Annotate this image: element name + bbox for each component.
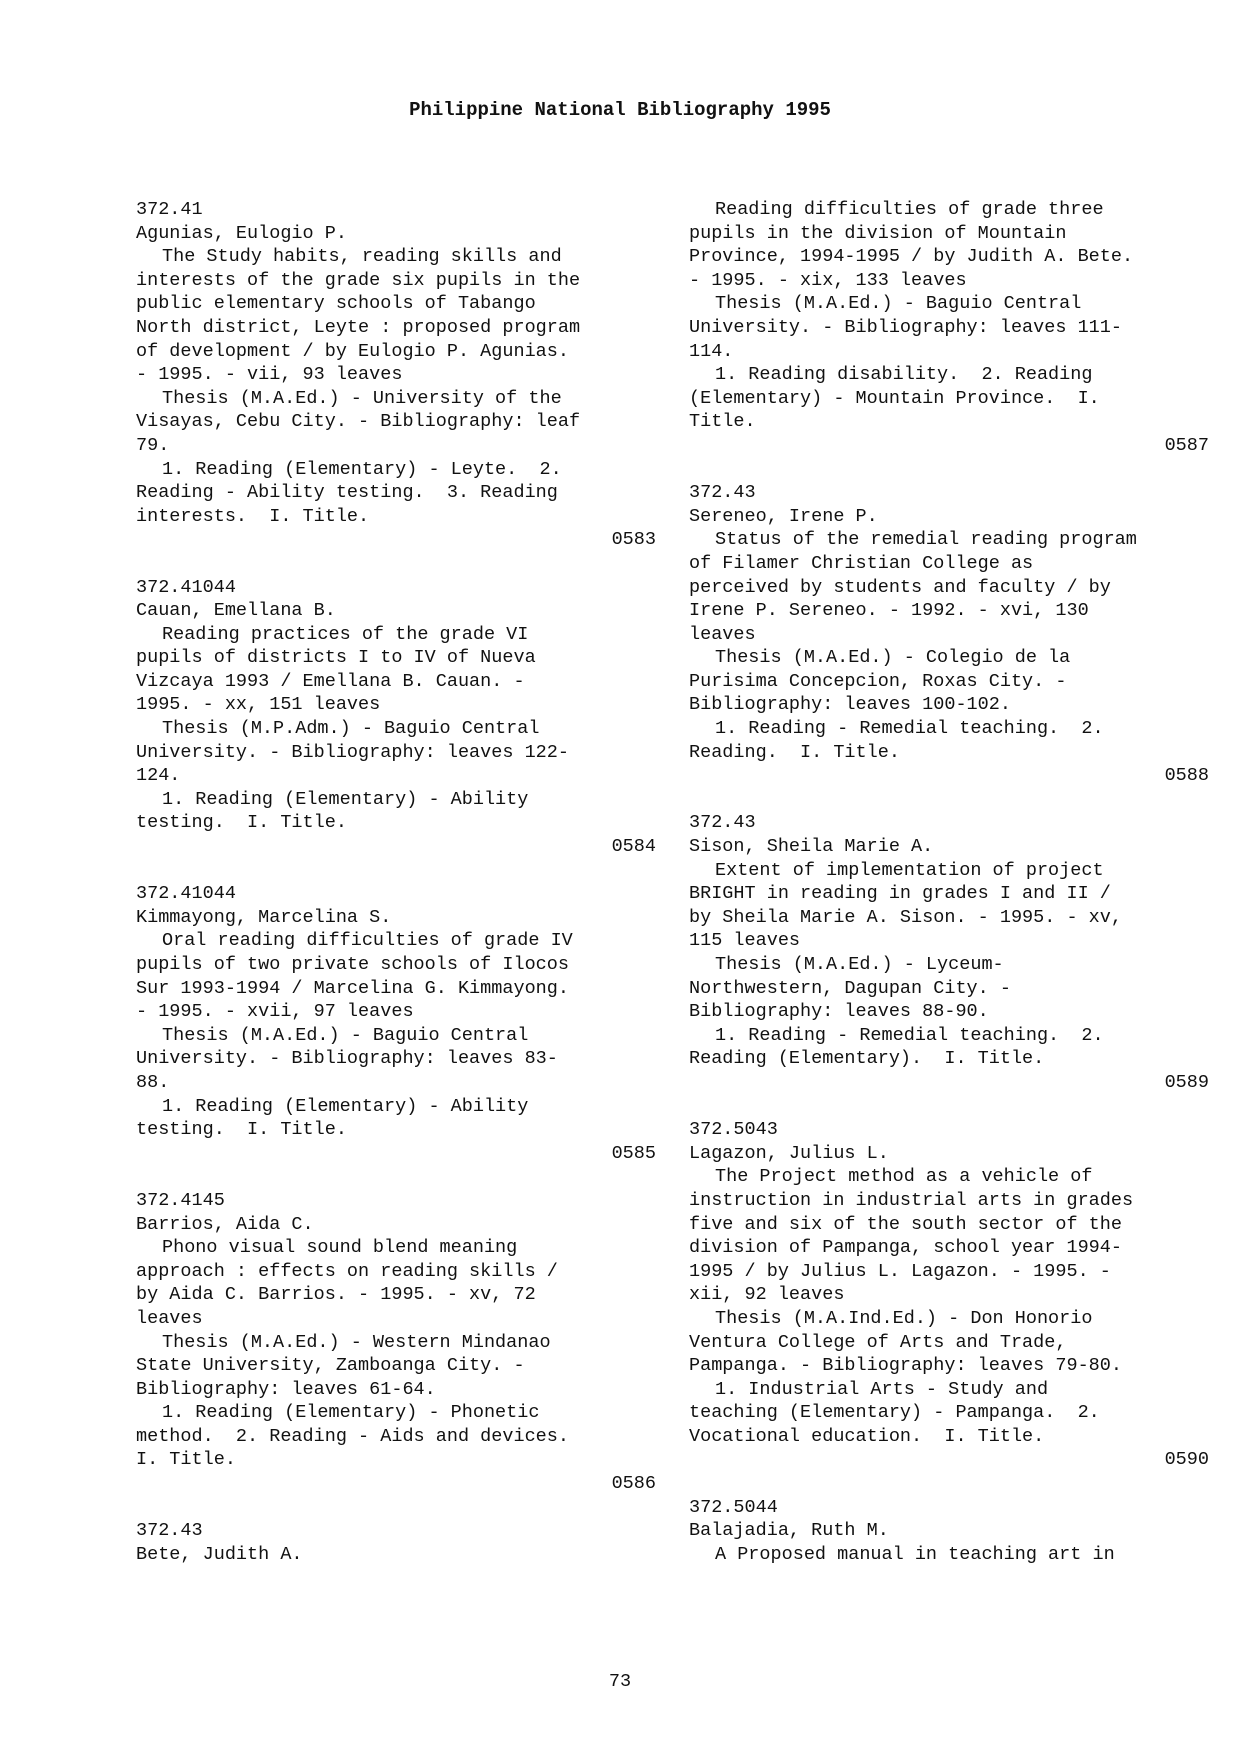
- call-number: 372.43: [689, 482, 756, 504]
- title-line: xii, 92 leaves: [689, 1284, 845, 1306]
- title-line: pupils in the division of Mountain: [689, 222, 1067, 244]
- bib-entry: [136, 1519, 656, 1566]
- note-line: Ventura College of Arts and Trade,: [689, 1331, 1067, 1353]
- title-line: 1995 / by Julius L. Lagazon. - 1995. -: [689, 1260, 1111, 1282]
- call-number: 372.43: [689, 812, 756, 834]
- note-line: Thesis (M.P.Adm.) - Baguio Central: [162, 718, 540, 740]
- subject-line: 1. Reading - Remedial teaching. 2.: [715, 718, 1104, 740]
- author: Balajadia, Ruth M.: [689, 1520, 889, 1542]
- record-number: 0588: [1164, 765, 1209, 787]
- right-column: [689, 198, 1209, 1590]
- author: Lagazon, Julius L.: [689, 1142, 889, 1164]
- title-line: of Filamer Christian College as: [689, 552, 1034, 574]
- subject-line: method. 2. Reading - Aids and devices.: [136, 1425, 569, 1447]
- subject-line: Vocational education. I. Title.: [689, 1425, 1045, 1447]
- record-number: 0585: [611, 1142, 656, 1164]
- note-line: Thesis (M.A.Ind.Ed.) - Don Honorio: [715, 1307, 1093, 1329]
- title-line: Status of the remedial reading program: [715, 529, 1137, 551]
- note-line: 114.: [689, 340, 734, 362]
- title-line: pupils of districts I to IV of Nueva: [136, 647, 536, 669]
- page-title: Philippine National Bibliography 1995: [409, 99, 831, 121]
- bib-entry: [689, 1118, 1209, 1472]
- title-line: leaves: [689, 623, 756, 645]
- author: Sison, Sheila Marie A.: [689, 836, 934, 858]
- author: Bete, Judith A.: [136, 1543, 303, 1565]
- bib-entry: [136, 882, 656, 1165]
- note-line: University. - Bibliography: leaves 122-: [136, 741, 569, 763]
- title-line: 1995. - xx, 151 leaves: [136, 694, 381, 716]
- title-line: The Project method as a vehicle of: [715, 1166, 1093, 1188]
- title-line: public elementary schools of Tabango: [136, 293, 536, 315]
- subject-line: 1. Industrial Arts - Study and: [715, 1378, 1049, 1400]
- call-number: 372.5043: [689, 1119, 778, 1141]
- subject-line: testing. I. Title.: [136, 1119, 347, 1141]
- title-line: 115 leaves: [689, 930, 801, 952]
- subject-line: 1. Reading - Remedial teaching. 2.: [715, 1024, 1104, 1046]
- bib-entry: [689, 811, 1209, 1094]
- title-line: pupils of two private schools of Ilocos: [136, 954, 569, 975]
- title-line: by Aida C. Barrios. - 1995. - xv, 72: [136, 1284, 536, 1306]
- title-line: perceived by students and faculty / by: [689, 576, 1111, 598]
- title-line: Irene P. Sereneo. - 1992. - xvi, 130: [689, 600, 1089, 622]
- subject-line: Reading. I. Title.: [689, 741, 900, 763]
- subject-line: (Elementary) - Mountain Province. I.: [689, 387, 1100, 409]
- subject-line: Title.: [689, 411, 756, 433]
- note-line: Northwestern, Dagupan City. -: [689, 977, 1011, 999]
- call-number: 372.43: [136, 1520, 203, 1542]
- record-number: 0587: [1164, 434, 1209, 456]
- note-line: Thesis (M.A.Ed.) - Western Mindanao: [162, 1331, 551, 1353]
- bib-entry: [689, 1496, 1209, 1567]
- note-line: Thesis (M.A.Ed.) - University of the: [162, 387, 562, 409]
- note-line: Pampanga. - Bibliography: leaves 79-80.: [689, 1355, 1122, 1377]
- title-line: interests of the grade six pupils in the: [136, 269, 581, 291]
- title-line: Sur 1993-1994 / Marcelina G. Kimmayong.: [136, 977, 569, 999]
- title-line: The Study habits, reading skills and: [162, 246, 562, 268]
- title-line: division of Pampanga, school year 1994-: [689, 1237, 1122, 1259]
- record-number: 0589: [1164, 1071, 1209, 1093]
- note-line: Bibliography: leaves 88-90.: [689, 1001, 989, 1023]
- author: Barrios, Aida C.: [136, 1213, 314, 1235]
- title-line: of development / by Eulogio P. Agunias.: [136, 340, 569, 362]
- author: Cauan, Emellana B.: [136, 600, 336, 622]
- left-column: [136, 198, 656, 1590]
- bib-entry: [136, 576, 656, 859]
- record-number: 0586: [611, 1473, 656, 1495]
- note-line: 124.: [136, 765, 181, 787]
- record-number: 0584: [611, 836, 656, 858]
- note-line: 88.: [136, 1071, 170, 1093]
- call-number: 372.5044: [689, 1496, 778, 1518]
- title-line: leaves: [136, 1307, 203, 1329]
- title-line: - 1995. - xix, 133 leaves: [689, 269, 967, 291]
- record-number: 0590: [1164, 1449, 1209, 1471]
- subject-line: 1. Reading (Elementary) - Phonetic: [162, 1402, 540, 1424]
- title-line: A Proposed manual in teaching art in: [715, 1543, 1115, 1565]
- title-line: BRIGHT in reading in grades I and II /: [689, 883, 1111, 905]
- subject-line: teaching (Elementary) - Pampanga. 2.: [689, 1402, 1100, 1424]
- call-number: 372.4145: [136, 1189, 225, 1211]
- title-line: Oral reading difficulties of grade IV: [162, 930, 573, 952]
- title-line: Reading practices of the grade VI: [162, 623, 529, 645]
- title-line: North district, Leyte : proposed program: [136, 316, 581, 338]
- note-line: Thesis (M.A.Ed.) - Baguio Central: [162, 1024, 529, 1046]
- author: Kimmayong, Marcelina S.: [136, 906, 392, 928]
- title-line: Phono visual sound blend meaning: [162, 1237, 518, 1259]
- title-line: five and six of the south sector of the: [689, 1213, 1122, 1235]
- bib-entry: [689, 481, 1209, 788]
- author: Sereneo, Irene P.: [689, 505, 878, 527]
- note-line: Visayas, Cebu City. - Bibliography: leaf: [136, 411, 581, 433]
- title-line: approach : effects on reading skills /: [136, 1260, 558, 1282]
- author: Agunias, Eulogio P.: [136, 222, 347, 244]
- subject-line: 1. Reading (Elementary) - Ability: [162, 1095, 529, 1117]
- record-number: 0583: [611, 529, 656, 551]
- subject-line: I. Title.: [136, 1449, 236, 1471]
- bib-entry: [689, 198, 1209, 458]
- note-line: Thesis (M.A.Ed.) - Lyceum-: [715, 954, 1004, 975]
- bib-entry: [136, 1189, 656, 1496]
- title-line: Extent of implementation of project: [715, 859, 1104, 881]
- bib-entry: [136, 198, 656, 552]
- note-line: University. - Bibliography: leaves 111-: [689, 316, 1122, 338]
- subject-line: 1. Reading (Elementary) - Ability: [162, 788, 529, 810]
- note-line: Thesis (M.A.Ed.) - Colegio de la: [715, 647, 1071, 669]
- note-line: Thesis (M.A.Ed.) - Baguio Central: [715, 293, 1082, 315]
- subject-line: Reading - Ability testing. 3. Reading: [136, 482, 558, 504]
- page-number: 73: [608, 1671, 632, 1692]
- subject-line: interests. I. Title.: [136, 505, 370, 527]
- note-line: Bibliography: leaves 100-102.: [689, 694, 1011, 716]
- title-line: instruction in industrial arts in grades: [689, 1189, 1134, 1211]
- subject-line: 1. Reading disability. 2. Reading: [715, 364, 1093, 386]
- note-line: Bibliography: leaves 61-64.: [136, 1378, 436, 1400]
- subject-line: 1. Reading (Elementary) - Leyte. 2.: [162, 458, 562, 480]
- title-line: Reading difficulties of grade three: [715, 199, 1104, 220]
- note-line: Purisima Concepcion, Roxas City. -: [689, 670, 1067, 692]
- title-line: Vizcaya 1993 / Emellana B. Cauan. -: [136, 670, 525, 692]
- call-number: 372.41: [136, 199, 203, 220]
- call-number: 372.41044: [136, 883, 236, 905]
- call-number: 372.41044: [136, 576, 236, 598]
- title-line: Province, 1994-1995 / by Judith A. Bete.: [689, 246, 1134, 268]
- note-line: State University, Zamboanga City. -: [136, 1355, 525, 1377]
- title-line: - 1995. - vii, 93 leaves: [136, 364, 403, 386]
- subject-line: Reading (Elementary). I. Title.: [689, 1048, 1045, 1070]
- note-line: University. - Bibliography: leaves 83-: [136, 1048, 558, 1070]
- note-line: 79.: [136, 434, 170, 456]
- title-line: - 1995. - xvii, 97 leaves: [136, 1001, 414, 1023]
- subject-line: testing. I. Title.: [136, 812, 347, 834]
- title-line: by Sheila Marie A. Sison. - 1995. - xv,: [689, 906, 1122, 928]
